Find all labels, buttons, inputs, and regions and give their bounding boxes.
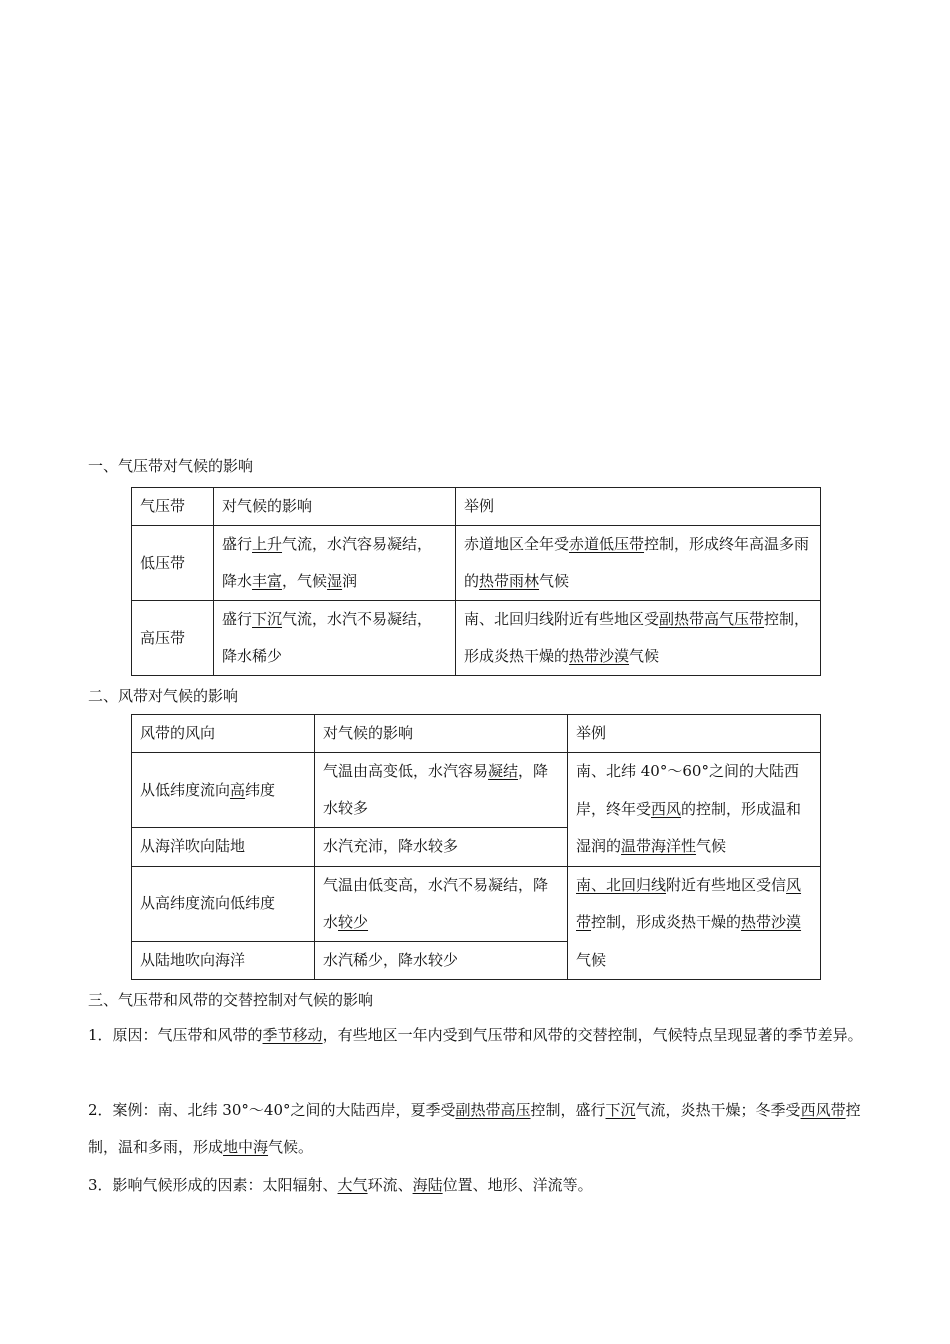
col-header-example: 举例 <box>568 715 821 753</box>
westerly-example: 南、北纬 40°～60°之间的大陆西岸，终年受西风的控制，形成温和湿润的温带海洋性气候 <box>568 753 821 867</box>
paragraph-case: 2．案例：南、北纬 30°～40°之间的大陆西岸，夏季受副热带高压控制，盛行下沉气流，炎热干燥；冬季受西风带控制，温和多雨，形成地中海气候。 <box>88 1101 861 1156</box>
section1-heading: 一、气压带对气候的影响 <box>88 457 254 475</box>
col-header-belt: 气压带 <box>132 488 214 526</box>
col-header-example: 举例 <box>456 488 821 526</box>
pressure-belt-table <box>131 487 821 676</box>
wind-effect: 水汽充沛，降水较多 <box>315 828 568 866</box>
paragraph-factors: 3．影响气候形成的因素：太阳辐射、大气环流、海陆位置、地形、洋流等。 <box>88 1176 593 1194</box>
col-header-wind-direction: 风带的风向 <box>132 715 315 753</box>
wind-belt-table <box>131 714 821 980</box>
wind-direction: 从海洋吹向陆地 <box>132 828 315 866</box>
high-belt-effect: 盛行下沉气流，水汽不易凝结，降水稀少 <box>214 601 456 676</box>
col-header-effect: 对气候的影响 <box>214 488 456 526</box>
trade-wind-example: 南、北回归线附近有些地区受信风带控制，形成炎热干燥的热带沙漠气候 <box>568 866 821 980</box>
wind-direction: 从高纬度流向低纬度 <box>132 866 315 941</box>
high-belt-example: 南、北回归线附近有些地区受副热带高气压带控制，形成炎热干燥的热带沙漠气候 <box>456 601 821 676</box>
section3-heading: 三、气压带和风带的交替控制对气候的影响 <box>88 991 374 1009</box>
col-header-effect: 对气候的影响 <box>315 715 568 753</box>
wind-effect: 水汽稀少，降水较少 <box>315 941 568 979</box>
section2-heading: 二、风带对气候的影响 <box>88 687 239 705</box>
wind-direction: 从陆地吹向海洋 <box>132 941 315 979</box>
wind-direction: 从低纬度流向高纬度 <box>132 753 315 828</box>
paragraph-cause: 1．原因：气压带和风带的季节移动，有些地区一年内受到气压带和风带的交替控制，气候特点呈现显著的季节差异。 <box>88 1026 863 1044</box>
high-belt-name: 高压带 <box>132 601 214 676</box>
low-belt-name: 低压带 <box>132 526 214 601</box>
low-belt-effect: 盛行上升气流，水汽容易凝结，降水丰富，气候湿润 <box>214 526 456 601</box>
wind-effect: 气温由高变低，水汽容易凝结，降水较多 <box>315 753 568 828</box>
low-belt-example: 赤道地区全年受赤道低压带控制，形成终年高温多雨的热带雨林气候 <box>456 526 821 601</box>
wind-effect: 气温由低变高，水汽不易凝结，降水较少 <box>315 866 568 941</box>
